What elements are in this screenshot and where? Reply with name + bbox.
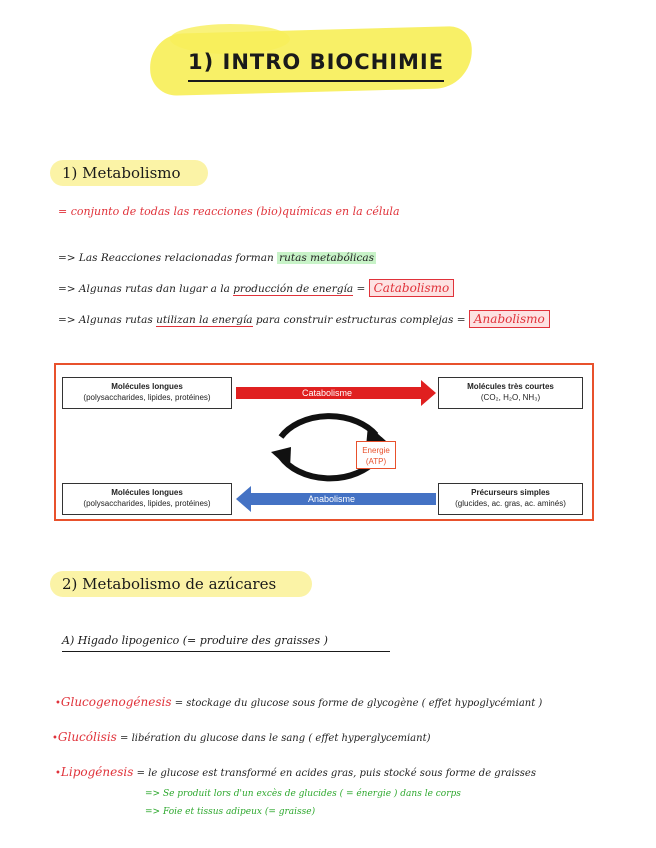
line-anabolismo-suffix: para construir estructuras complejas [252, 314, 457, 326]
line-catabolismo-equals: = [353, 283, 369, 295]
anabolism-label: Anabolisme [308, 494, 356, 504]
box-top-right-title: Molécules très courtes [467, 382, 554, 391]
lipogenesis-note-1: => Se produit lors d'un excès de glucides ( = énergie ) dans le corps [145, 789, 461, 799]
energy-sub: (ATP) [365, 457, 387, 466]
lipogenesis-note-2: => Foie et tissus adipeux (= graisse) [145, 807, 316, 817]
cycle-arrow-top [281, 416, 376, 437]
lipogenesis-term: Lipogénesis [60, 765, 134, 779]
box-bottom-right-sub: (glucides, ac. gras, ac. aminés) [455, 499, 566, 508]
metabolism-diagram [54, 363, 594, 521]
line-anabolismo-equals: = [456, 314, 469, 326]
section2-subheading: A) Higado lipogenico (= produire des graisses ) [62, 634, 328, 647]
bullet-dot: • [55, 698, 61, 709]
section2-subheading-underline [62, 651, 390, 652]
lipogenesis-text: = le glucose est transformé en acides gras, puis stocké sous forme de graisses [133, 768, 536, 779]
metabolism-definition: = conjunto de todas las reacciones (bio)químicas en la célula [58, 205, 400, 218]
section1-heading: 1) Metabolismo [62, 164, 181, 182]
box-top-left-sub: (polysaccharides, lipides, protéines) [83, 393, 211, 402]
bullet-glucolisis [52, 730, 431, 744]
glucolisis-text: = libération du glucose dans le sang ( effet hyperglycemiant) [116, 733, 431, 744]
bullet-lipogenesis [55, 765, 536, 779]
box-bottom-right-title: Précurseurs simples [471, 488, 550, 497]
glucogenogenesis-text: = stockage du glucose sous forme de glycogène ( effet hypoglycémiant ) [171, 698, 543, 709]
energy-box [356, 441, 396, 469]
section2-heading: 2) Metabolismo de azúcares [62, 575, 277, 593]
page-title: 1) INTRO BIOCHIMIE [188, 50, 445, 74]
cycle-arrowhead-bottom [271, 447, 291, 469]
anabolismo-term: Anabolismo [469, 310, 550, 328]
glucogenogenesis-term: Glucogenogénesis [60, 695, 172, 709]
line-anabolismo [58, 312, 550, 326]
line-rutas-prefix: => Las Reacciones relacionadas forman [58, 252, 278, 264]
bullet-glucogenogenesis [55, 695, 542, 709]
rutas-metabolicas-highlight: rutas metabólicas [279, 252, 375, 264]
line-anabolismo-prefix: => Algunas rutas [58, 314, 157, 326]
utilizan-energia-underlined: utilizan la energía [156, 314, 253, 326]
box-top-left-title: Molécules longues [111, 382, 183, 391]
box-bottom-left-sub: (polysaccharides, lipides, protéines) [83, 499, 211, 508]
title-underline [188, 80, 444, 82]
line-catabolismo [58, 281, 454, 295]
bullet-dot: • [52, 733, 58, 744]
produccion-energia-underlined: producción de energía [233, 283, 354, 295]
line-catabolismo-prefix: => Algunas rutas dan lugar a la [58, 283, 234, 295]
bullet-dot: • [55, 768, 61, 779]
catabolism-label: Catabolisme [302, 388, 353, 398]
catabolismo-term: Catabolismo [369, 279, 455, 297]
box-bottom-left-title: Molécules longues [111, 488, 183, 497]
energy-label: Energie [362, 446, 390, 455]
line-rutas [58, 252, 376, 264]
glucolisis-term: Glucólisis [57, 730, 117, 744]
box-top-right-sub: (CO₂, H₂O, NH₃) [480, 393, 541, 402]
